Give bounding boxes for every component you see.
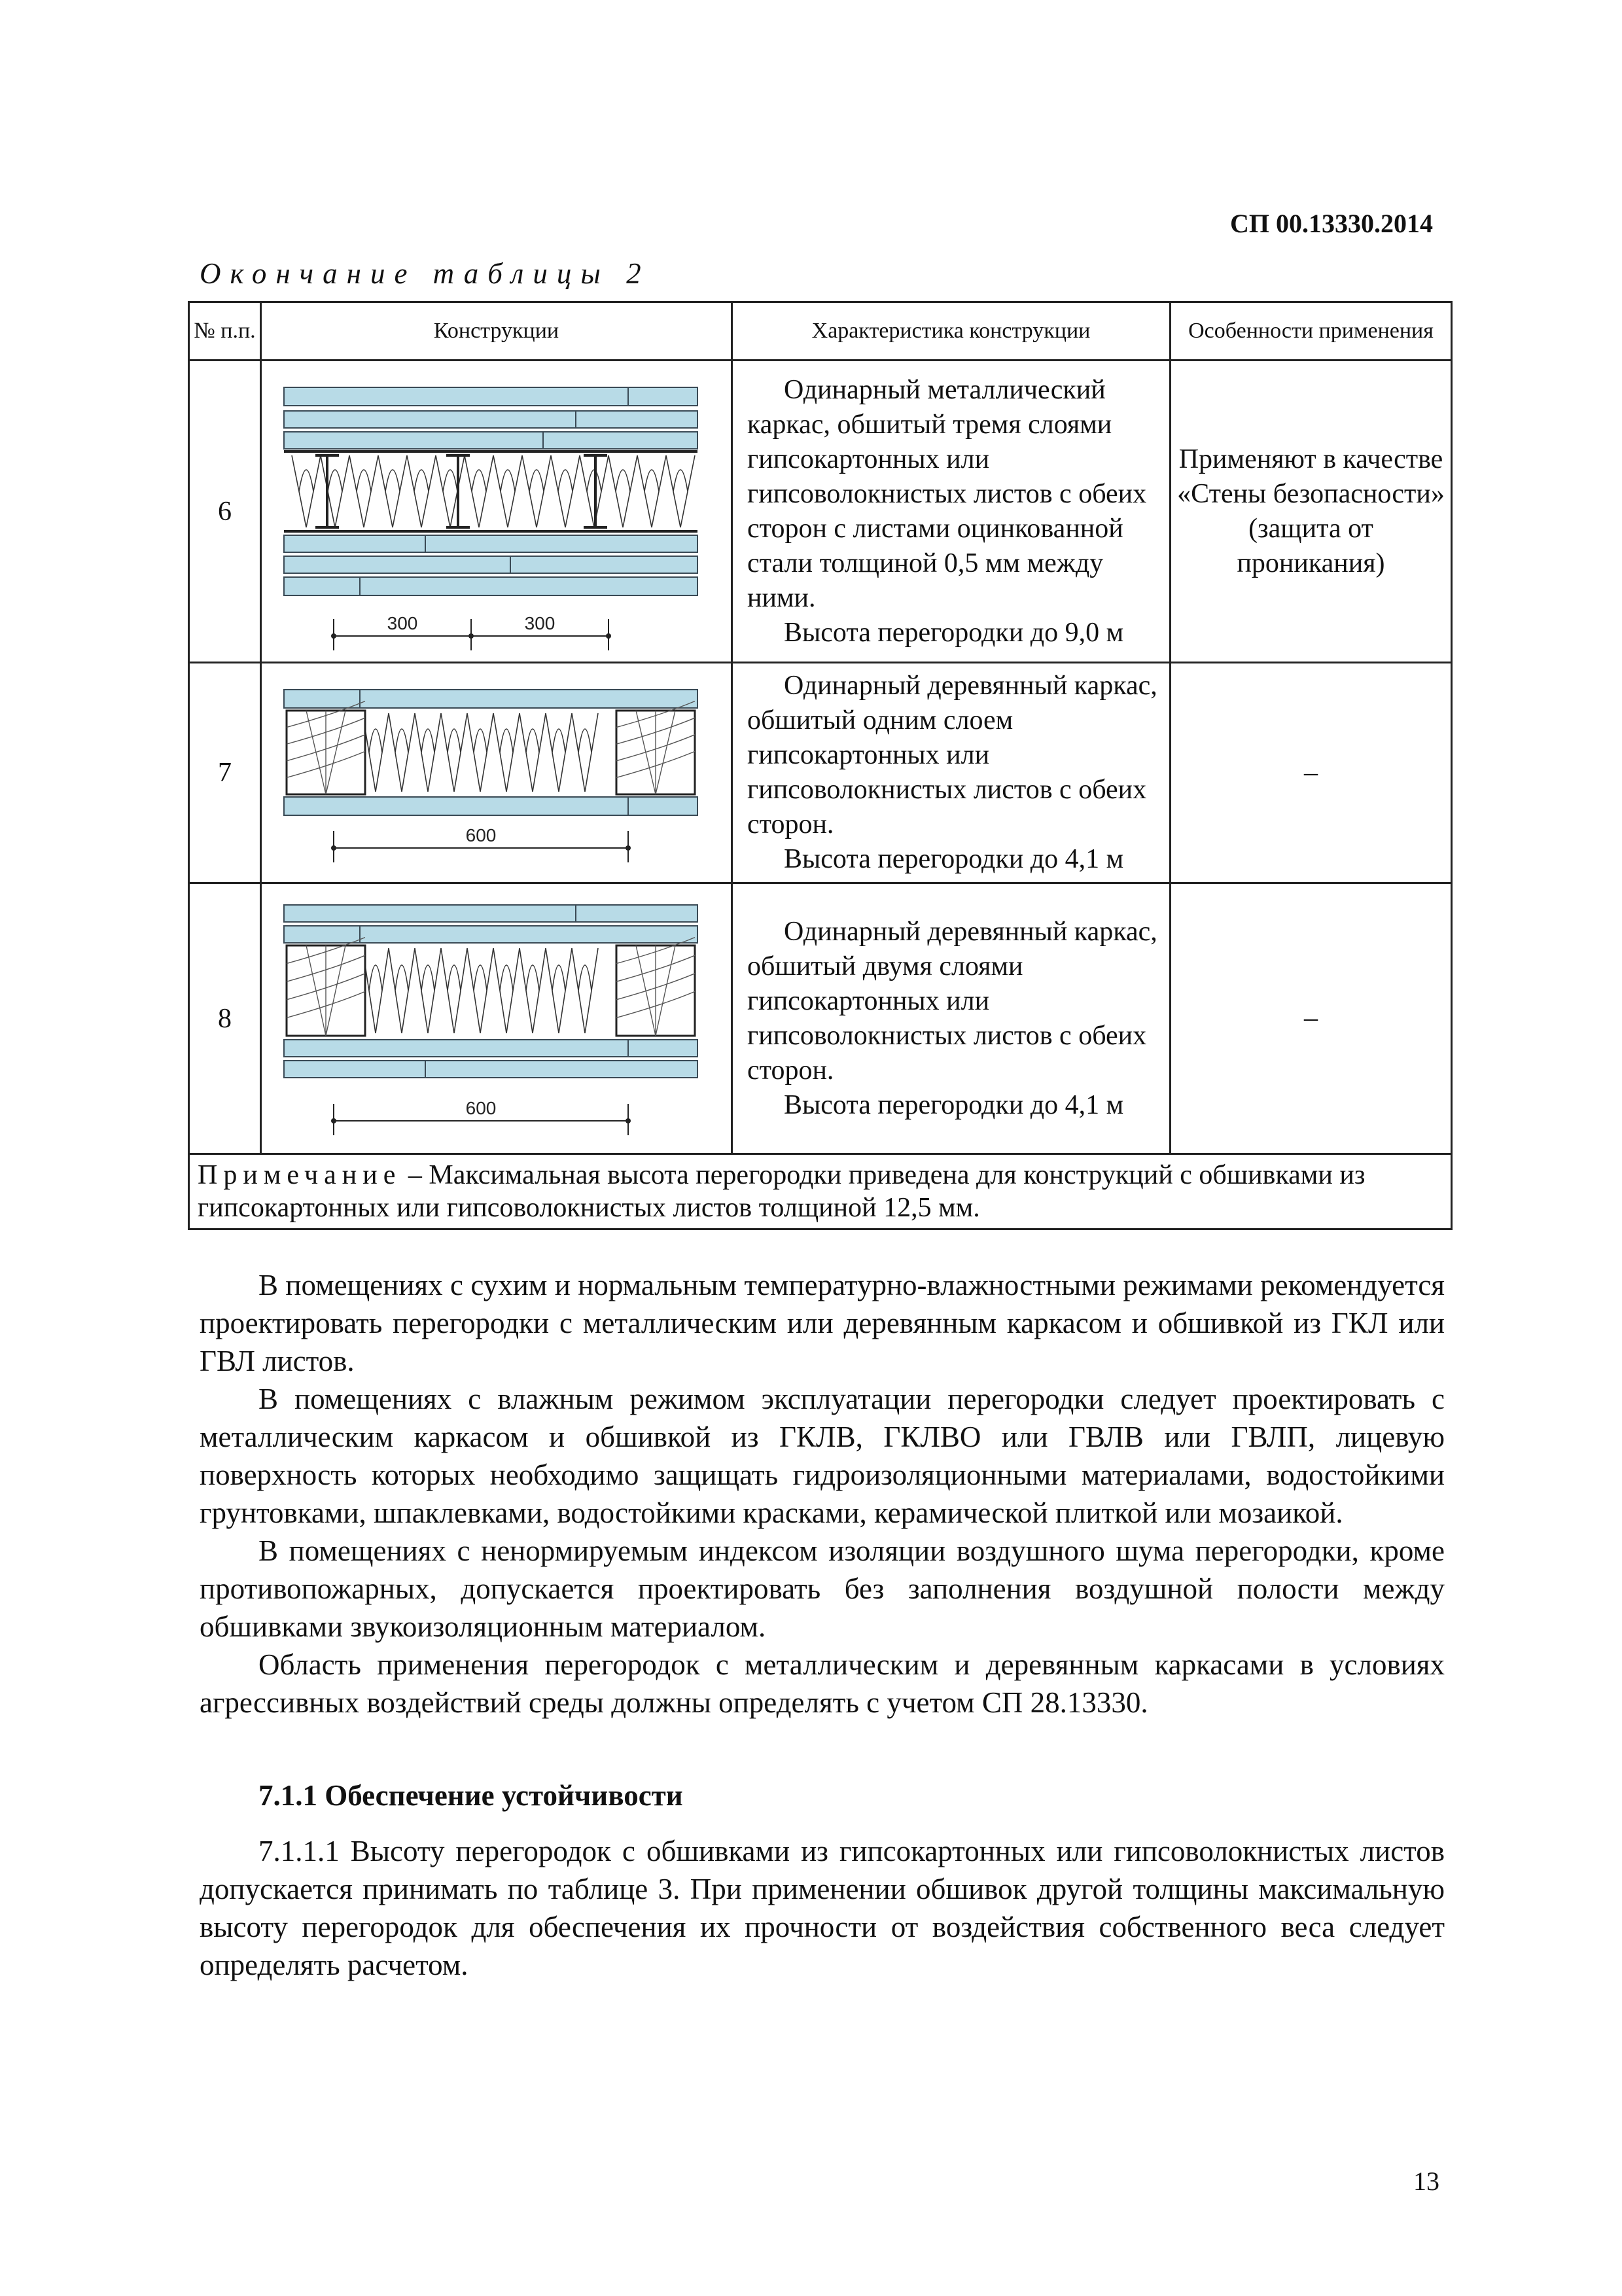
construction-drawing-cell: [261, 361, 732, 663]
insulation-pattern: [292, 455, 695, 527]
characteristic-cell: [732, 361, 1171, 663]
col-header-constructions: Конструкции: [261, 302, 732, 361]
dimension-dot: [626, 845, 631, 851]
dimension-dot: [331, 1118, 336, 1123]
col-header-characteristics: Характеристика конструкции: [732, 302, 1171, 361]
board-layer: [284, 432, 697, 449]
dimension-label: 600: [465, 825, 497, 845]
feature-cell: –: [1171, 663, 1452, 883]
paragraph: В помещениях с ненормируемым индексом изоляции воздушного шума перегородки, кроме противопожарных, допускается проектировать без заполнения воздушной полости между обшивками звукоизоляционным материалом.: [200, 1534, 1445, 1643]
note-text: – Максимальная высота перегородки приведена для конструкций с обшивками из гипсокартонных или гипсоволокнистых листов толщиной 12,5 мм.: [198, 1160, 1366, 1223]
board-layer: [284, 556, 697, 573]
paragraph: В помещениях с сухим и нормальным температурно-влажностными режимами рекомендуется проектировать перегородки с металлическим или деревянным каркасом и обшивкой из ГКЛ или ГВЛ листов.: [200, 1269, 1445, 1377]
note-label: Примечание: [198, 1160, 402, 1190]
paragraph: 7.1.1.1 Высоту перегородок с обшивками из гипсокартонных или гипсоволокнистых листов допускается принимать по таблице 3. При применении обшивок другой толщины максимальную высоту перегородок для обеспечения их прочности от воздействия собственного веса следует определять расчетом.: [200, 1835, 1445, 1981]
table-header-row: [189, 302, 1452, 361]
dimension-label: 300: [387, 612, 418, 633]
partition-drawing-wood-frame-double: [262, 885, 729, 1152]
table-row: [189, 663, 1452, 883]
board-layer: [284, 535, 697, 552]
construction-table: [188, 301, 1453, 1230]
row-number: 8: [189, 883, 261, 1154]
board-layer: [284, 411, 697, 428]
height-text: Высота перегородки до 4,1 м: [784, 1089, 1124, 1120]
dimension-dot: [626, 1118, 631, 1123]
board-layer: [284, 797, 697, 815]
table-row: [189, 883, 1452, 1154]
body-text: [200, 1266, 1445, 1722]
board-layer: [284, 690, 697, 708]
section-body: [200, 1832, 1445, 1984]
row-number: 7: [189, 663, 261, 883]
row-number: 6: [189, 361, 261, 663]
table-note: [189, 1154, 1452, 1229]
dimension-label: 300: [524, 612, 555, 633]
board-layer: [284, 387, 697, 406]
paragraph: В помещениях с влажным режимом эксплуатации перегородки следует проектировать с металлическим каркасом и обшивкой из ГКЛВ, ГКЛВО или ГВЛВ или ГВЛП, лицевую поверхность которых необходимо защищать гидроизоляционными материалами, водостойкими грунтовками, шпаклевками, водостойкими красками, керамической плиткой или мозаикой.: [200, 1383, 1445, 1529]
board-layer: [284, 926, 697, 943]
dimension-dot: [331, 845, 336, 851]
dimension-dot: [606, 633, 611, 639]
section-heading: 7.1.1 Обеспечение устойчивости: [258, 1779, 683, 1812]
board-layer: [284, 1061, 697, 1078]
board-layer: [284, 1040, 697, 1057]
dimension-dot: [468, 633, 474, 639]
insulation-pattern: [362, 948, 598, 1033]
table-row: [189, 361, 1452, 663]
table-note-row: [189, 1154, 1452, 1229]
partition-drawing-metal-frame: [262, 362, 729, 661]
feature-cell: Применяют в качестве «Стены безопасности» (защита от проникания): [1171, 361, 1452, 663]
characteristic-cell: [732, 663, 1171, 883]
height-text: Высота перегородки до 9,0 м: [784, 617, 1124, 648]
characteristic-text: Одинарный деревянный каркас, обшитый двумя слоями гипсокартонных или гипсоволокнистых листов с обеих сторон.: [747, 916, 1157, 1086]
construction-drawing-cell: [261, 883, 732, 1154]
characteristic-text: Одинарный металлический каркас, обшитый тремя слоями гипсокартонных или гипсоволокнистых листов с обеих сторон с листами оцинкованной стали толщиной 0,5 мм между ними.: [747, 374, 1147, 613]
page-number: 13: [1413, 2166, 1439, 2196]
board-layer: [284, 905, 697, 922]
height-text: Высота перегородки до 4,1 м: [784, 844, 1124, 874]
table-caption: Окончание таблицы 2: [200, 257, 650, 290]
paragraph: Область применения перегородок с металлическим и деревянным каркасами в условиях агрессивных воздействий среды должны определять с учетом СП 28.13330.: [200, 1648, 1445, 1719]
board-layer: [284, 577, 697, 595]
dimension-dot: [331, 633, 336, 639]
document-code: СП 00.13330.2014: [1230, 209, 1433, 238]
dimension-label: 600: [465, 1097, 497, 1118]
col-header-features: Особенности применения: [1171, 302, 1452, 361]
feature-cell: –: [1171, 883, 1452, 1154]
insulation-pattern: [362, 713, 598, 792]
col-header-num: № п.п.: [189, 302, 261, 361]
characteristic-cell: [732, 883, 1171, 1154]
characteristic-text: Одинарный деревянный каркас, обшитый одним слоем гипсокартонных или гипсоволокнистых листов с обеих сторон.: [747, 671, 1157, 839]
construction-drawing-cell: [261, 663, 732, 883]
partition-drawing-wood-frame-single: [262, 670, 729, 875]
